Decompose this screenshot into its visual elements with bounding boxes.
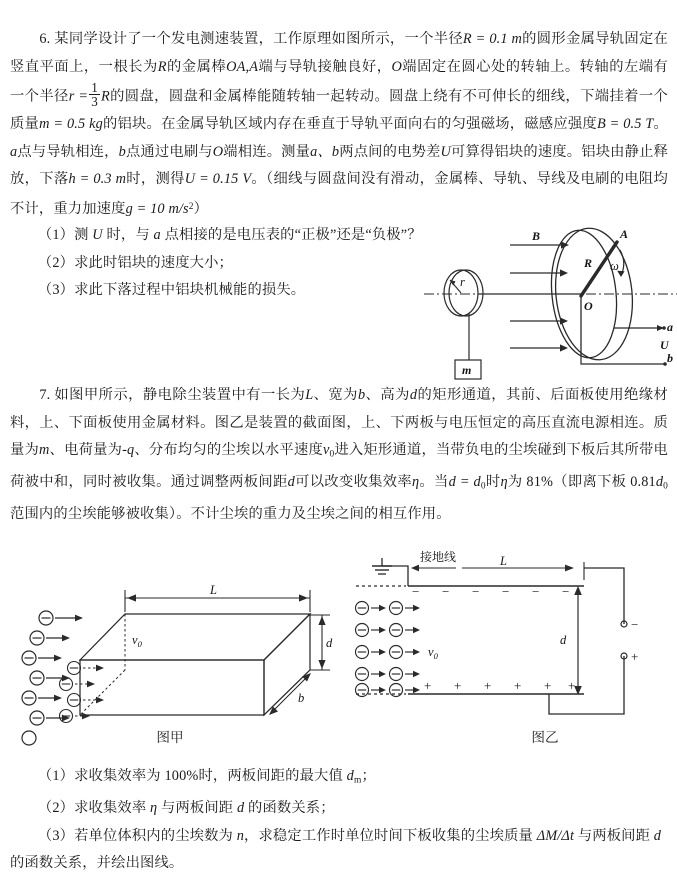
fraction-one-third [89,81,100,109]
var-h-value: h = 0.3 m [68,171,127,187]
problem-6-text-2: 的圆形金属导轨固定在竖直平面上，一根长为 [10,31,668,75]
p7-q2-text-b: 与两板间距 [157,800,237,817]
dim-d-arrow-bottom [318,660,325,669]
problem-7-text-9: 。当 [419,474,449,491]
q1-tag: （1） [37,227,75,243]
problem-7-text-7: 进入矩形通道，当带负电的尘埃碰到下板后其所带电荷被中和，同时被收集。通过调整两板间距 [10,442,668,491]
label-A: A [620,227,629,241]
figure-yi-cross-section [352,552,672,722]
problem-6-text-5: 端固定在圆心处的转轴上。转轴的左端有一个半径 [10,58,668,105]
problem-7-text-5: 、电荷量为 [49,442,123,458]
label-terminal-positive: + [631,649,639,664]
dust-row [356,645,439,661]
ground-label-arrowhead [411,565,419,572]
figure-yi-caption: 图乙 [531,730,559,745]
problem-7-question-1 [10,763,668,795]
problem-6-text-11: 两点间的电势差 [339,143,441,160]
var-d: d [409,387,418,403]
problem-7-text-8: 可以改变收集效率 [294,474,413,491]
p7-q2-var-d: d [236,800,245,817]
label-v0-jia: $v_0$ [132,633,142,649]
q3-text: 求此下落过程中铝块机械能的损失。 [74,282,306,298]
problem-6-body: 6. 某同学设计了一个发电测速装置，工作原理如图所示，一个半径R = 0.1 m的圆形金属导轨固定在竖直平面上，一根长为R的金属棒OA,A端与导轨接触良好，O端固定在圆心处的转轴上。转轴的左端有一个半径r = $\frac{1}{3}$ R的圆盘，圆盘和金属棒能随转轴一起转动。圆盘上绕有不可伸长的细线，下端挂着一个质量m = 0.5 kg的铝块。在金属导轨区域内存在垂直于导轨平面向右的匀强磁场，磁感应强度B = 0.5 T。a点与导轨相连，b点通过电刷与O端相连。测量a、b两点间的电势差U可算得铝块的速度。铝块由静止释放，下落h = 0.3 m时，测得U = 0.15 V。（细线与圆盘间没有滑动，金属棒、导轨、导线及电刷的电阻均不计，重力加速度g = 10 $m/s^2$） [10,31,669,217]
label-ground-wire: 接地线 [420,550,457,564]
problem-6-figure [424,218,677,390]
label-d-jia: d [326,636,333,650]
var-B-value: B = 0.5 T [596,116,654,132]
q1-var-U: U [92,227,103,243]
ground-icon [372,558,392,574]
figure-jia-caption: 图甲 [156,730,184,745]
label-b: b [667,351,673,365]
var-L: L [305,387,314,403]
label-terminal-negative: − [631,617,639,632]
var-g-value: g = 10 m/s [125,200,189,217]
var-d-2: d [287,474,295,491]
var-A: A [249,58,259,75]
svg-text:+: + [424,678,432,693]
q1-var-a: a [153,227,161,243]
p7-q1-text-b: ； [361,768,376,784]
p7-q2-text-c: 的函数关系； [244,800,335,817]
var-b: b [118,143,126,160]
problem-7-text-2: 、宽为 [313,387,358,403]
label-r: r [460,275,465,289]
p7-q1-var-sub: m [353,775,362,786]
label-L-jia: L [210,583,217,597]
var-neg-q: -q [122,442,135,458]
label-m: m [462,363,472,377]
q1-text-c: 点相接的是电压表的“正极”还是“负极”？ [160,227,422,243]
problem-7-text-11: 为 81%（即离下板 0.81 [507,474,656,491]
svg-text:−: − [472,584,480,599]
p7-q3-tag: （3） [37,827,75,844]
problem-6-text-10: 端相连。测量 [223,143,311,160]
label-b-jia: b [298,691,305,705]
problem-7-text-10: 时 [485,474,501,491]
dust-row [356,624,421,637]
svg-text:+: + [514,678,522,693]
dim-L-arrow-right [299,594,308,601]
svg-text:−: − [412,584,420,599]
problem-7-question-2 [10,795,668,823]
problem-7-questions [10,763,668,878]
q1-text-b: 时，与 [102,227,154,243]
dim-d-yi-arrow-top [574,586,582,595]
label-B: B [532,229,541,243]
svg-text:+: + [544,678,552,693]
var-d0-subscript: 0 [480,481,486,492]
problem-6-text-13: 时，测得 [126,171,185,187]
problem-7-text-4: 的矩形通道，其前、后面板使用绝缘材料，上、下面板使用金属材料。图乙是装置的截面图，上、下两板与电压恒定的高压直流电源相连。质量为 [10,387,668,458]
var-g-exponent: 2 [188,201,194,212]
p7-q3-var-d: d [653,827,662,844]
var-m: m [39,442,50,458]
problem-6-text-4: 端与导轨接触良好， [258,58,392,75]
problem-6-text-3: 的金属棒 [166,58,227,75]
var-d-eq-d0: d = d [448,474,481,491]
var-R-2: R [100,88,110,105]
problem-7-text-12: 范围内的尘埃能够被收集）。不计尘埃的重力及尘埃之间的相互作用。 [10,506,451,523]
var-eta-2: η [500,474,508,491]
p7-q3-text-a: 若单位体积内的尘埃数为 [74,827,237,844]
var-r-eq: r = [68,88,89,105]
wire-top-to-neg-terminal [584,568,624,624]
var-O: O [391,58,402,75]
problem-7-body [10,382,668,529]
svg-text:−: − [562,584,570,599]
figure-jia-duct-3d [22,552,340,722]
p7-q2-tag: （2） [37,800,75,817]
var-b: b [357,387,366,403]
dim-L-arrow-left [127,594,136,601]
var-v0-subscript: 0 [329,449,335,460]
problem-6-text-1: 某同学设计了一个发电测速装置，工作原理如图所示，一个半径 [54,31,463,47]
p7-q1-text-a: 求收集效率为 100%时，两板间距的最大值 [74,768,347,784]
problem-6-number: 6. [39,31,51,47]
problem-6-questions [10,222,440,305]
problem-6-text-12: 可算得铝块的速度。铝块由静止释放，下落 [10,143,669,187]
svg-text:−: − [442,584,450,599]
label-O: O [584,299,593,313]
q1-text-a: 测 [74,227,93,243]
box-hidden-edge-diagonal [80,670,125,715]
label-d-yi: d [560,633,567,647]
label-omega: ω [610,259,619,273]
label-v0-yi: $v_0$ [428,645,438,661]
svg-text:+: + [568,678,576,693]
problem-6-text-9: 点通过电刷与 [125,143,213,160]
var-m-value: m = 0.5 kg [39,116,103,132]
dust-row [356,602,421,615]
var-O-2: O [212,143,224,160]
problem-6-text-6: 的圆盘，圆盘和金属棒能随转轴一起转动。圆盘上绕有不可伸长的细线，下端挂着一个质量 [10,88,668,132]
var-U: U [440,143,451,160]
incoming-particles-outer [22,611,83,745]
p7-q1-tag: （1） [37,768,75,784]
box-front-face [80,660,264,715]
problem-6-question-1 [10,222,440,250]
q2-tag: （2） [37,254,75,271]
box-top-face [80,614,310,660]
label-U: U [660,338,669,352]
problem-6-text-8: 点与导轨相连， [17,143,119,160]
bottom-plate-charges [424,678,575,693]
svg-text:+: + [484,678,492,693]
fraction-denominator: 3 [91,94,98,110]
var-v0: v [322,442,330,458]
svg-text:−: − [502,584,510,599]
terminal-a-dot [662,326,666,330]
p7-q3-var-dM-dt: ΔM/Δt [536,827,575,844]
fraction-numerator: 1 [91,80,98,95]
svg-text:+: + [454,678,462,693]
problem-6-text-14: （细线与圆盘间没有滑动，金属棒、导轨、导线及电刷的电阻均不计，重力加速度 [10,171,668,217]
p7-q3-var-n: n [236,827,245,844]
ground-lead [382,566,408,586]
label-R: R [584,256,593,270]
problem-7-text-6: 、分布均匀的尘埃以水平速度 [134,442,323,458]
var-d0: d [655,474,664,491]
p7-q1-var-d: d [346,768,354,784]
var-d0-subscript-2: 0 [663,481,668,492]
problem-7-question-3 [10,823,668,878]
p7-q2-text-a: 求收集效率 [74,800,151,817]
problem-7-text-1: 如图甲所示，静电除尘装置中有一长为 [54,387,306,403]
wire-bottom-to-pos-terminal [549,656,624,714]
var-U-value: U = 0.15 V [184,171,252,187]
var-ab: a、b [310,143,340,160]
dust-row [356,668,421,681]
svg-text:−: − [532,584,540,599]
var-eta: η [412,474,420,491]
dim-L-yi-arrow-right [565,565,574,572]
q2-text: 求此时铝块的速度大小； [74,254,233,271]
var-OA: OA [226,58,246,75]
label-a: a [667,320,673,334]
var-a: a [10,143,18,160]
label-L-yi: L [500,554,507,568]
problem-7-number: 7. [39,387,51,403]
problem-6-question-3 [10,277,440,305]
problem-7-text-3: 、高为 [365,387,410,403]
p7-q2-var-eta: η [150,800,158,817]
var-R: R [157,58,167,75]
problem-6-text-7: 的铝块。在金属导轨区域内存在垂直于导轨平面向右的匀强磁场，磁感应强度 [102,116,597,132]
dim-d-arrow-top [318,616,325,625]
q3-tag: （3） [37,282,75,298]
problem-6-question-2 [10,250,440,278]
var-R-value: R = 0.1 m [462,31,523,47]
p7-q3-text-d: 的函数关系，并绘出图线。 [10,855,184,872]
p7-q3-text-c: 与两板间距 [574,827,654,844]
p7-q3-text-b: ，求稳定工作时单位时间下板收集的尘埃质量 [244,827,537,844]
